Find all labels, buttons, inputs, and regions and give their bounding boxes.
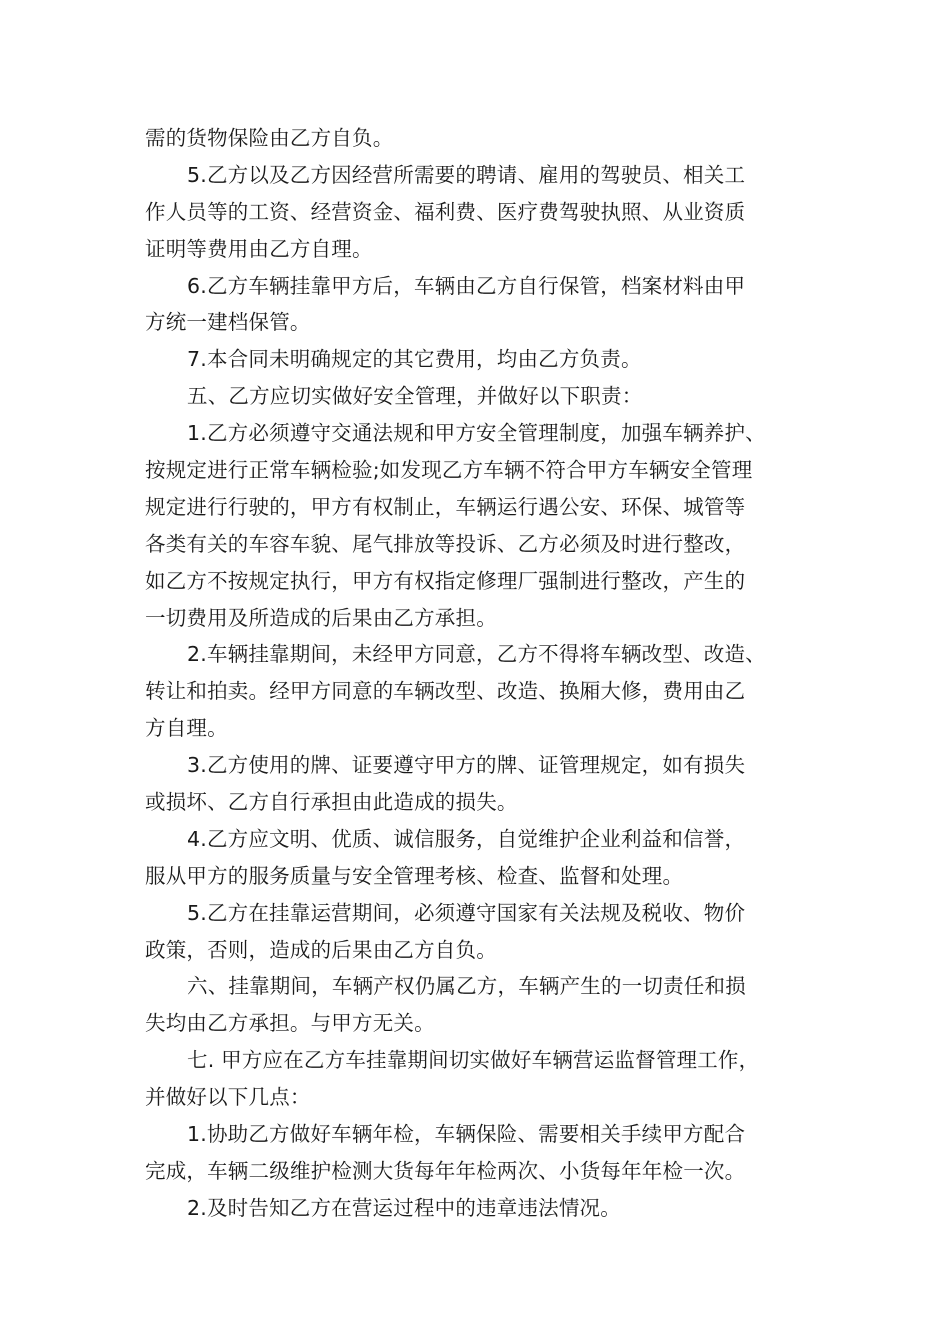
text-line: 2.及时告知乙方在营运过程中的违章违法情况。 xyxy=(187,1195,621,1220)
text-line: 5.乙方在挂靠运营期间，必须遵守国家有关法规及税收、物价 xyxy=(187,900,746,925)
text-line: 按规定进行正常车辆检验;如发现乙方车辆不符合甲方车辆安全管理 xyxy=(145,458,753,483)
section-heading: 七. 甲方应在乙方车挂靠期间切实做好车辆营运监督管理工作， xyxy=(187,1048,760,1073)
text-line: 规定进行行驶的，甲方有权制止，车辆运行遇公安、环保、城管等 xyxy=(145,494,746,519)
text-line: 方统一建档保管。 xyxy=(145,310,311,335)
document-body xyxy=(145,120,807,1227)
text-line: 6.乙方车辆挂靠甲方后，车辆由乙方自行保管，档案材料由甲 xyxy=(187,273,746,298)
text-line: 转让和拍卖。经甲方同意的车辆改型、改造、换厢大修，费用由乙 xyxy=(145,679,746,704)
text-line: 5.乙方以及乙方因经营所需要的聘请、雇用的驾驶员、相关工 xyxy=(187,162,746,187)
text-line: 一切费用及所造成的后果由乙方承担。 xyxy=(145,605,497,630)
text-line: 2.车辆挂靠期间，未经甲方同意，乙方不得将车辆改型、改造、 xyxy=(187,642,766,667)
text-line: 1.协助乙方做好车辆年检，车辆保险、需要相关手续甲方配合 xyxy=(187,1122,746,1147)
section-heading: 五、乙方应切实做好安全管理，并做好以下职责： xyxy=(187,384,643,409)
text-line: 作人员等的工资、经营资金、福利费、医疗费驾驶执照、从业资质 xyxy=(145,199,746,224)
text-line: 1.乙方必须遵守交通法规和甲方安全管理制度，加强车辆养护、 xyxy=(187,421,766,446)
text-line: 各类有关的车容车貌、尾气排放等投诉、乙方必须及时进行整改， xyxy=(145,531,746,556)
text-line: 3.乙方使用的牌、证要遵守甲方的牌、证管理规定，如有损失 xyxy=(187,753,746,778)
text-line: 并做好以下几点： xyxy=(145,1085,311,1110)
text-line: 证明等费用由乙方自理。 xyxy=(145,236,373,261)
text-line: 或损坏、乙方自行承担由此造成的损失。 xyxy=(145,790,518,815)
text-line: 如乙方不按规定执行，甲方有权指定修理厂强制进行整改，产生的 xyxy=(145,568,746,593)
text-line: 服从甲方的服务质量与安全管理考核、检查、监督和处理。 xyxy=(145,863,684,888)
text-line: 失均由乙方承担。与甲方无关。 xyxy=(145,1011,435,1036)
text-line: 政策，否则，造成的后果由乙方自负。 xyxy=(145,937,497,962)
text-line: 完成，车辆二级维护检测大货每年年检两次、小货每年年检一次。 xyxy=(145,1158,746,1183)
text-line: 需的货物保险由乙方自负。 xyxy=(145,126,394,150)
text-line: 4.乙方应文明、优质、诚信服务，自觉维护企业利益和信誉， xyxy=(187,826,746,851)
text-line: 方自理。 xyxy=(145,716,228,741)
text-line: 7.本合同未明确规定的其它费用，均由乙方负责。 xyxy=(187,347,642,372)
section-heading: 六、挂靠期间，车辆产权仍属乙方，车辆产生的一切责任和损 xyxy=(187,974,746,999)
